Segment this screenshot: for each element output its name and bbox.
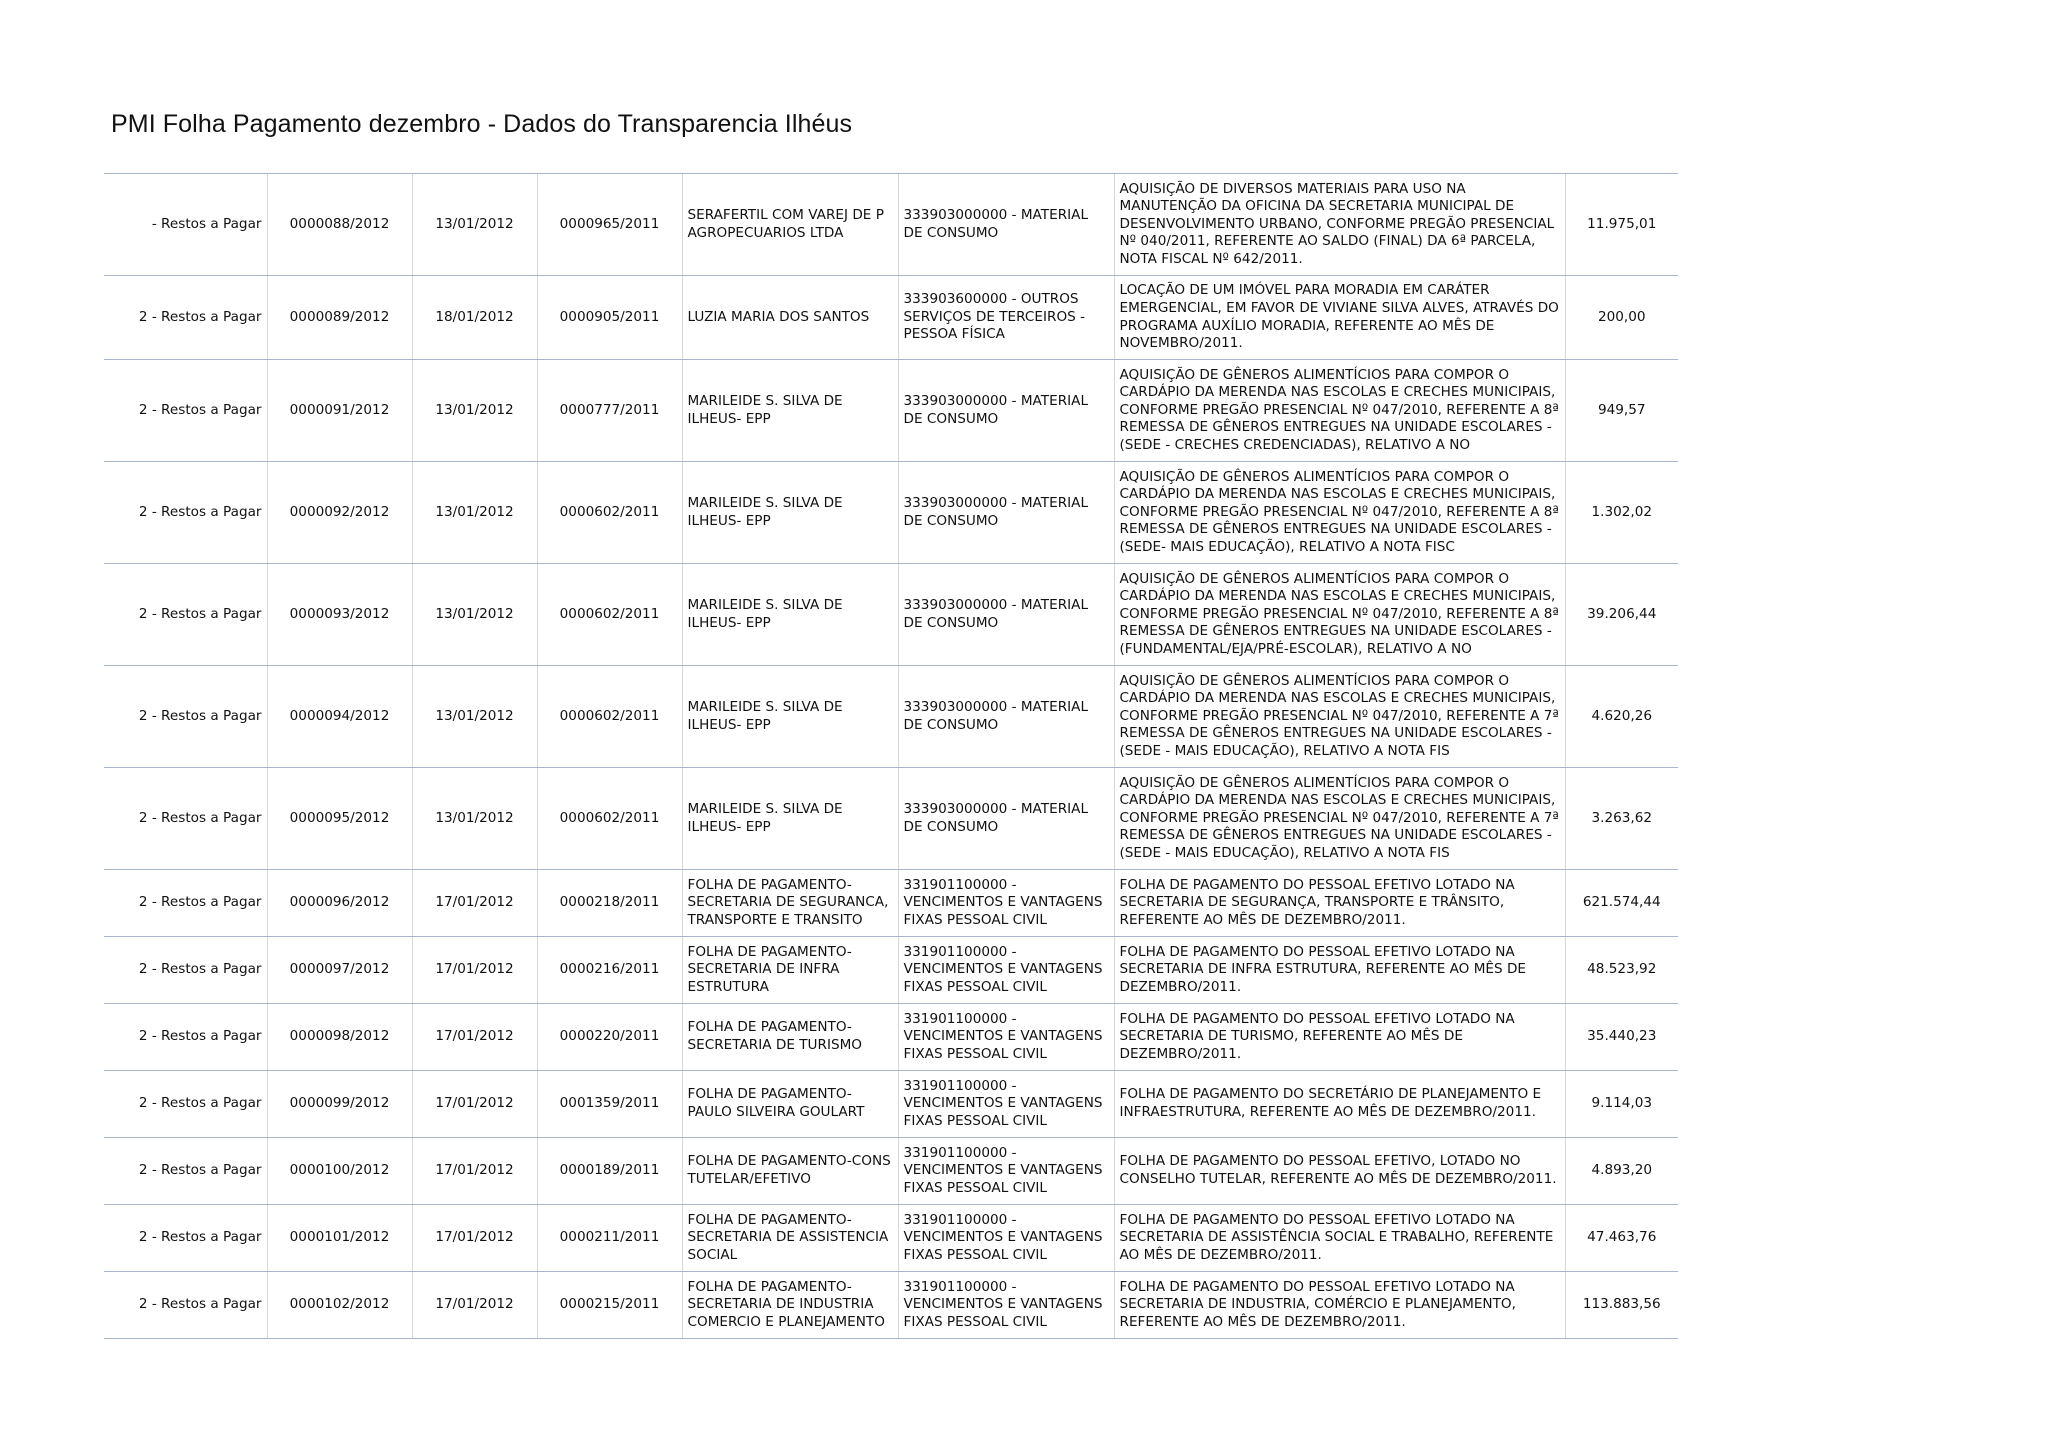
cell-tipo: 2 - Restos a Pagar xyxy=(104,870,267,937)
cell-valor: 9.114,03 xyxy=(1565,1071,1678,1138)
cell-data: 17/01/2012 xyxy=(412,1138,537,1205)
cell-tipo: 2 - Restos a Pagar xyxy=(104,937,267,1004)
cell-data: 17/01/2012 xyxy=(412,1205,537,1272)
cell-tipo: 2 - Restos a Pagar xyxy=(104,768,267,870)
cell-elemento: 331901100000 - VENCIMENTOS E VANTAGENS FIXAS PESSOAL CIVIL xyxy=(898,1071,1114,1138)
cell-empenho: 0000602/2011 xyxy=(537,462,682,564)
cell-elemento: 333903000000 - MATERIAL DE CONSUMO xyxy=(898,360,1114,462)
cell-tipo: 2 - Restos a Pagar xyxy=(104,1205,267,1272)
cell-numero: 0000088/2012 xyxy=(267,174,412,276)
cell-elemento: 331901100000 - VENCIMENTOS E VANTAGENS FIXAS PESSOAL CIVIL xyxy=(898,1004,1114,1071)
cell-historico: AQUISIÇÃO DE GÊNEROS ALIMENTÍCIOS PARA COMPOR O CARDÁPIO DA MERENDA NAS ESCOLAS E CRECHES MUNICIPAIS, CONFORME PREGÃO PRESENCIAL Nº 047/2010, REFERENTE A 7ª REMESSA DE GÊNEROS ENTREGUES NA UNIDADE ESCOLARES - (SEDE - MAIS EDUCAÇÃO), RELATIVO A NOTA FIS xyxy=(1114,666,1565,768)
cell-numero: 0000102/2012 xyxy=(267,1272,412,1339)
cell-valor: 39.206,44 xyxy=(1565,564,1678,666)
cell-historico: FOLHA DE PAGAMENTO DO PESSOAL EFETIVO, LOTADO NO CONSELHO TUTELAR, REFERENTE AO MÊS DE DEZEMBRO/2011. xyxy=(1114,1138,1565,1205)
cell-elemento: 333903000000 - MATERIAL DE CONSUMO xyxy=(898,462,1114,564)
cell-elemento: 331901100000 - VENCIMENTOS E VANTAGENS FIXAS PESSOAL CIVIL xyxy=(898,870,1114,937)
cell-elemento: 333903000000 - MATERIAL DE CONSUMO xyxy=(898,666,1114,768)
cell-numero: 0000095/2012 xyxy=(267,768,412,870)
cell-elemento: 333903000000 - MATERIAL DE CONSUMO xyxy=(898,564,1114,666)
cell-data: 17/01/2012 xyxy=(412,1272,537,1339)
table-row xyxy=(104,768,1678,870)
cell-valor: 3.263,62 xyxy=(1565,768,1678,870)
cell-historico: FOLHA DE PAGAMENTO DO PESSOAL EFETIVO LOTADO NA SECRETARIA DE SEGURANÇA, TRANSPORTE E TRÂNSITO, REFERENTE AO MÊS DE DEZEMBRO/2011. xyxy=(1114,870,1565,937)
cell-valor: 621.574,44 xyxy=(1565,870,1678,937)
cell-elemento: 331901100000 - VENCIMENTOS E VANTAGENS FIXAS PESSOAL CIVIL xyxy=(898,937,1114,1004)
cell-historico: AQUISIÇÃO DE GÊNEROS ALIMENTÍCIOS PARA COMPOR O CARDÁPIO DA MERENDA NAS ESCOLAS E CRECHES MUNICIPAIS, CONFORME PREGÃO PRESENCIAL Nº 047/2010, REFERENTE A 8ª REMESSA DE GÊNEROS ENTREGUES NA UNIDADE ESCOLARES - (SEDE - CRECHES CREDENCIADAS), RELATIVO A NO xyxy=(1114,360,1565,462)
table-row xyxy=(104,1205,1678,1272)
cell-elemento: 333903600000 - OUTROS SERVIÇOS DE TERCEIROS - PESSOA FÍSICA xyxy=(898,276,1114,360)
cell-tipo: 2 - Restos a Pagar xyxy=(104,462,267,564)
cell-historico: FOLHA DE PAGAMENTO DO SECRETÁRIO DE PLANEJAMENTO E INFRAESTRUTURA, REFERENTE AO MÊS DE DEZEMBRO/2011. xyxy=(1114,1071,1565,1138)
cell-credor: MARILEIDE S. SILVA DE ILHEUS- EPP xyxy=(682,360,898,462)
cell-data: 17/01/2012 xyxy=(412,1004,537,1071)
cell-credor: MARILEIDE S. SILVA DE ILHEUS- EPP xyxy=(682,768,898,870)
cell-credor: FOLHA DE PAGAMENTO- SECRETARIA DE SEGURANCA, TRANSPORTE E TRANSITO xyxy=(682,870,898,937)
cell-empenho: 0000905/2011 xyxy=(537,276,682,360)
cell-valor: 11.975,01 xyxy=(1565,174,1678,276)
cell-empenho: 0000218/2011 xyxy=(537,870,682,937)
table-row xyxy=(104,276,1678,360)
cell-data: 17/01/2012 xyxy=(412,1071,537,1138)
cell-data: 13/01/2012 xyxy=(412,768,537,870)
payments-table xyxy=(104,173,1678,1339)
cell-credor: MARILEIDE S. SILVA DE ILHEUS- EPP xyxy=(682,666,898,768)
cell-historico: AQUISIÇÃO DE GÊNEROS ALIMENTÍCIOS PARA COMPOR O CARDÁPIO DA MERENDA NAS ESCOLAS E CRECHES MUNICIPAIS, CONFORME PREGÃO PRESENCIAL Nº 047/2010, REFERENTE A 8ª REMESSA DE GÊNEROS ENTREGUES NA UNIDADE ESCOLARES - (FUNDAMENTAL/EJA/PRÉ-ESCOLAR), RELATIVO A NO xyxy=(1114,564,1565,666)
table-row xyxy=(104,1071,1678,1138)
cell-tipo: 2 - Restos a Pagar xyxy=(104,1004,267,1071)
cell-credor: FOLHA DE PAGAMENTO- SECRETARIA DE TURISMO xyxy=(682,1004,898,1071)
cell-empenho: 0000216/2011 xyxy=(537,937,682,1004)
table-row xyxy=(104,360,1678,462)
table-row xyxy=(104,870,1678,937)
cell-numero: 0000096/2012 xyxy=(267,870,412,937)
cell-valor: 4.620,26 xyxy=(1565,666,1678,768)
cell-data: 17/01/2012 xyxy=(412,937,537,1004)
cell-empenho: 0000211/2011 xyxy=(537,1205,682,1272)
cell-historico: FOLHA DE PAGAMENTO DO PESSOAL EFETIVO LOTADO NA SECRETARIA DE TURISMO, REFERENTE AO MÊS DE DEZEMBRO/2011. xyxy=(1114,1004,1565,1071)
cell-historico: AQUISIÇÃO DE GÊNEROS ALIMENTÍCIOS PARA COMPOR O CARDÁPIO DA MERENDA NAS ESCOLAS E CRECHES MUNICIPAIS, CONFORME PREGÃO PRESENCIAL Nº 047/2010, REFERENTE A 8ª REMESSA DE GÊNEROS ENTREGUES NA UNIDADE ESCOLARES - (SEDE- MAIS EDUCAÇÃO), RELATIVO A NOTA FISC xyxy=(1114,462,1565,564)
cell-elemento: 333903000000 - MATERIAL DE CONSUMO xyxy=(898,768,1114,870)
cell-valor: 47.463,76 xyxy=(1565,1205,1678,1272)
cell-data: 13/01/2012 xyxy=(412,174,537,276)
cell-data: 13/01/2012 xyxy=(412,564,537,666)
page-title: PMI Folha Pagamento dezembro - Dados do Transparencia Ilhéus xyxy=(111,110,853,138)
cell-numero: 0000097/2012 xyxy=(267,937,412,1004)
table-row xyxy=(104,174,1678,276)
cell-tipo: 2 - Restos a Pagar xyxy=(104,276,267,360)
cell-credor: SERAFERTIL COM VAREJ DE P AGROPECUARIOS LTDA xyxy=(682,174,898,276)
cell-tipo: 2 - Restos a Pagar xyxy=(104,564,267,666)
cell-credor: LUZIA MARIA DOS SANTOS xyxy=(682,276,898,360)
cell-historico: LOCAÇÃO DE UM IMÓVEL PARA MORADIA EM CARÁTER EMERGENCIAL, EM FAVOR DE VIVIANE SILVA ALVES, ATRAVÉS DO PROGRAMA AUXÍLIO MORADIA, REFERENTE AO MÊS DE NOVEMBRO/2011. xyxy=(1114,276,1565,360)
cell-empenho: 0001359/2011 xyxy=(537,1071,682,1138)
cell-numero: 0000092/2012 xyxy=(267,462,412,564)
cell-tipo: 2 - Restos a Pagar xyxy=(104,360,267,462)
cell-empenho: 0000602/2011 xyxy=(537,768,682,870)
cell-credor: FOLHA DE PAGAMENTO- SECRETARIA DE INDUSTRIA COMERCIO E PLANEJAMENTO xyxy=(682,1272,898,1339)
cell-numero: 0000101/2012 xyxy=(267,1205,412,1272)
cell-numero: 0000093/2012 xyxy=(267,564,412,666)
cell-numero: 0000091/2012 xyxy=(267,360,412,462)
cell-numero: 0000094/2012 xyxy=(267,666,412,768)
cell-credor: MARILEIDE S. SILVA DE ILHEUS- EPP xyxy=(682,462,898,564)
cell-elemento: 331901100000 - VENCIMENTOS E VANTAGENS FIXAS PESSOAL CIVIL xyxy=(898,1272,1114,1339)
cell-historico: FOLHA DE PAGAMENTO DO PESSOAL EFETIVO LOTADO NA SECRETARIA DE INDUSTRIA, COMÉRCIO E PLANEJAMENTO, REFERENTE AO MÊS DE DEZEMBRO/2011. xyxy=(1114,1272,1565,1339)
cell-empenho: 0000215/2011 xyxy=(537,1272,682,1339)
cell-data: 13/01/2012 xyxy=(412,462,537,564)
cell-tipo: - Restos a Pagar xyxy=(104,174,267,276)
cell-credor: MARILEIDE S. SILVA DE ILHEUS- EPP xyxy=(682,564,898,666)
cell-historico: AQUISIÇÃO DE GÊNEROS ALIMENTÍCIOS PARA COMPOR O CARDÁPIO DA MERENDA NAS ESCOLAS E CRECHES MUNICIPAIS, CONFORME PREGÃO PRESENCIAL Nº 047/2010, REFERENTE A 7ª REMESSA DE GÊNEROS ENTREGUES NA UNIDADE ESCOLARES - (SEDE - MAIS EDUCAÇÃO), RELATIVO A NOTA FIS xyxy=(1114,768,1565,870)
cell-empenho: 0000602/2011 xyxy=(537,564,682,666)
cell-empenho: 0000220/2011 xyxy=(537,1004,682,1071)
table-row xyxy=(104,564,1678,666)
cell-historico: FOLHA DE PAGAMENTO DO PESSOAL EFETIVO LOTADO NA SECRETARIA DE ASSISTÊNCIA SOCIAL E TRABALHO, REFERENTE AO MÊS DE DEZEMBRO/2011. xyxy=(1114,1205,1565,1272)
cell-valor: 48.523,92 xyxy=(1565,937,1678,1004)
cell-credor: FOLHA DE PAGAMENTO- SECRETARIA DE INFRA ESTRUTURA xyxy=(682,937,898,1004)
cell-tipo: 2 - Restos a Pagar xyxy=(104,1138,267,1205)
cell-tipo: 2 - Restos a Pagar xyxy=(104,1272,267,1339)
cell-valor: 1.302,02 xyxy=(1565,462,1678,564)
cell-numero: 0000099/2012 xyxy=(267,1071,412,1138)
cell-empenho: 0000602/2011 xyxy=(537,666,682,768)
cell-empenho: 0000777/2011 xyxy=(537,360,682,462)
cell-elemento: 331901100000 - VENCIMENTOS E VANTAGENS FIXAS PESSOAL CIVIL xyxy=(898,1205,1114,1272)
table-row xyxy=(104,462,1678,564)
cell-elemento: 331901100000 - VENCIMENTOS E VANTAGENS FIXAS PESSOAL CIVIL xyxy=(898,1138,1114,1205)
cell-numero: 0000098/2012 xyxy=(267,1004,412,1071)
cell-numero: 0000100/2012 xyxy=(267,1138,412,1205)
table-row xyxy=(104,1272,1678,1339)
cell-valor: 200,00 xyxy=(1565,276,1678,360)
cell-data: 17/01/2012 xyxy=(412,870,537,937)
cell-tipo: 2 - Restos a Pagar xyxy=(104,666,267,768)
table-row xyxy=(104,666,1678,768)
cell-numero: 0000089/2012 xyxy=(267,276,412,360)
cell-elemento: 333903000000 - MATERIAL DE CONSUMO xyxy=(898,174,1114,276)
cell-valor: 4.893,20 xyxy=(1565,1138,1678,1205)
cell-credor: FOLHA DE PAGAMENTO-CONS TUTELAR/EFETIVO xyxy=(682,1138,898,1205)
cell-historico: FOLHA DE PAGAMENTO DO PESSOAL EFETIVO LOTADO NA SECRETARIA DE INFRA ESTRUTURA, REFERENTE AO MÊS DE DEZEMBRO/2011. xyxy=(1114,937,1565,1004)
cell-credor: FOLHA DE PAGAMENTO- PAULO SILVEIRA GOULART xyxy=(682,1071,898,1138)
cell-data: 13/01/2012 xyxy=(412,666,537,768)
cell-credor: FOLHA DE PAGAMENTO- SECRETARIA DE ASSISTENCIA SOCIAL xyxy=(682,1205,898,1272)
cell-tipo: 2 - Restos a Pagar xyxy=(104,1071,267,1138)
cell-data: 13/01/2012 xyxy=(412,360,537,462)
cell-historico: AQUISIÇÃO DE DIVERSOS MATERIAIS PARA USO NA MANUTENÇÃO DA OFICINA DA SECRETARIA MUNICIPAL DE DESENVOLVIMENTO URBANO, CONFORME PREGÃO PRESENCIAL Nº 040/2011, REFERENTE AO SALDO (FINAL) DA 6ª PARCELA, NOTA FISCAL Nº 642/2011. xyxy=(1114,174,1565,276)
cell-valor: 35.440,23 xyxy=(1565,1004,1678,1071)
table-row xyxy=(104,1138,1678,1205)
cell-empenho: 0000189/2011 xyxy=(537,1138,682,1205)
cell-valor: 949,57 xyxy=(1565,360,1678,462)
table-row xyxy=(104,937,1678,1004)
cell-data: 18/01/2012 xyxy=(412,276,537,360)
cell-empenho: 0000965/2011 xyxy=(537,174,682,276)
cell-valor: 113.883,56 xyxy=(1565,1272,1678,1339)
table-row xyxy=(104,1004,1678,1071)
